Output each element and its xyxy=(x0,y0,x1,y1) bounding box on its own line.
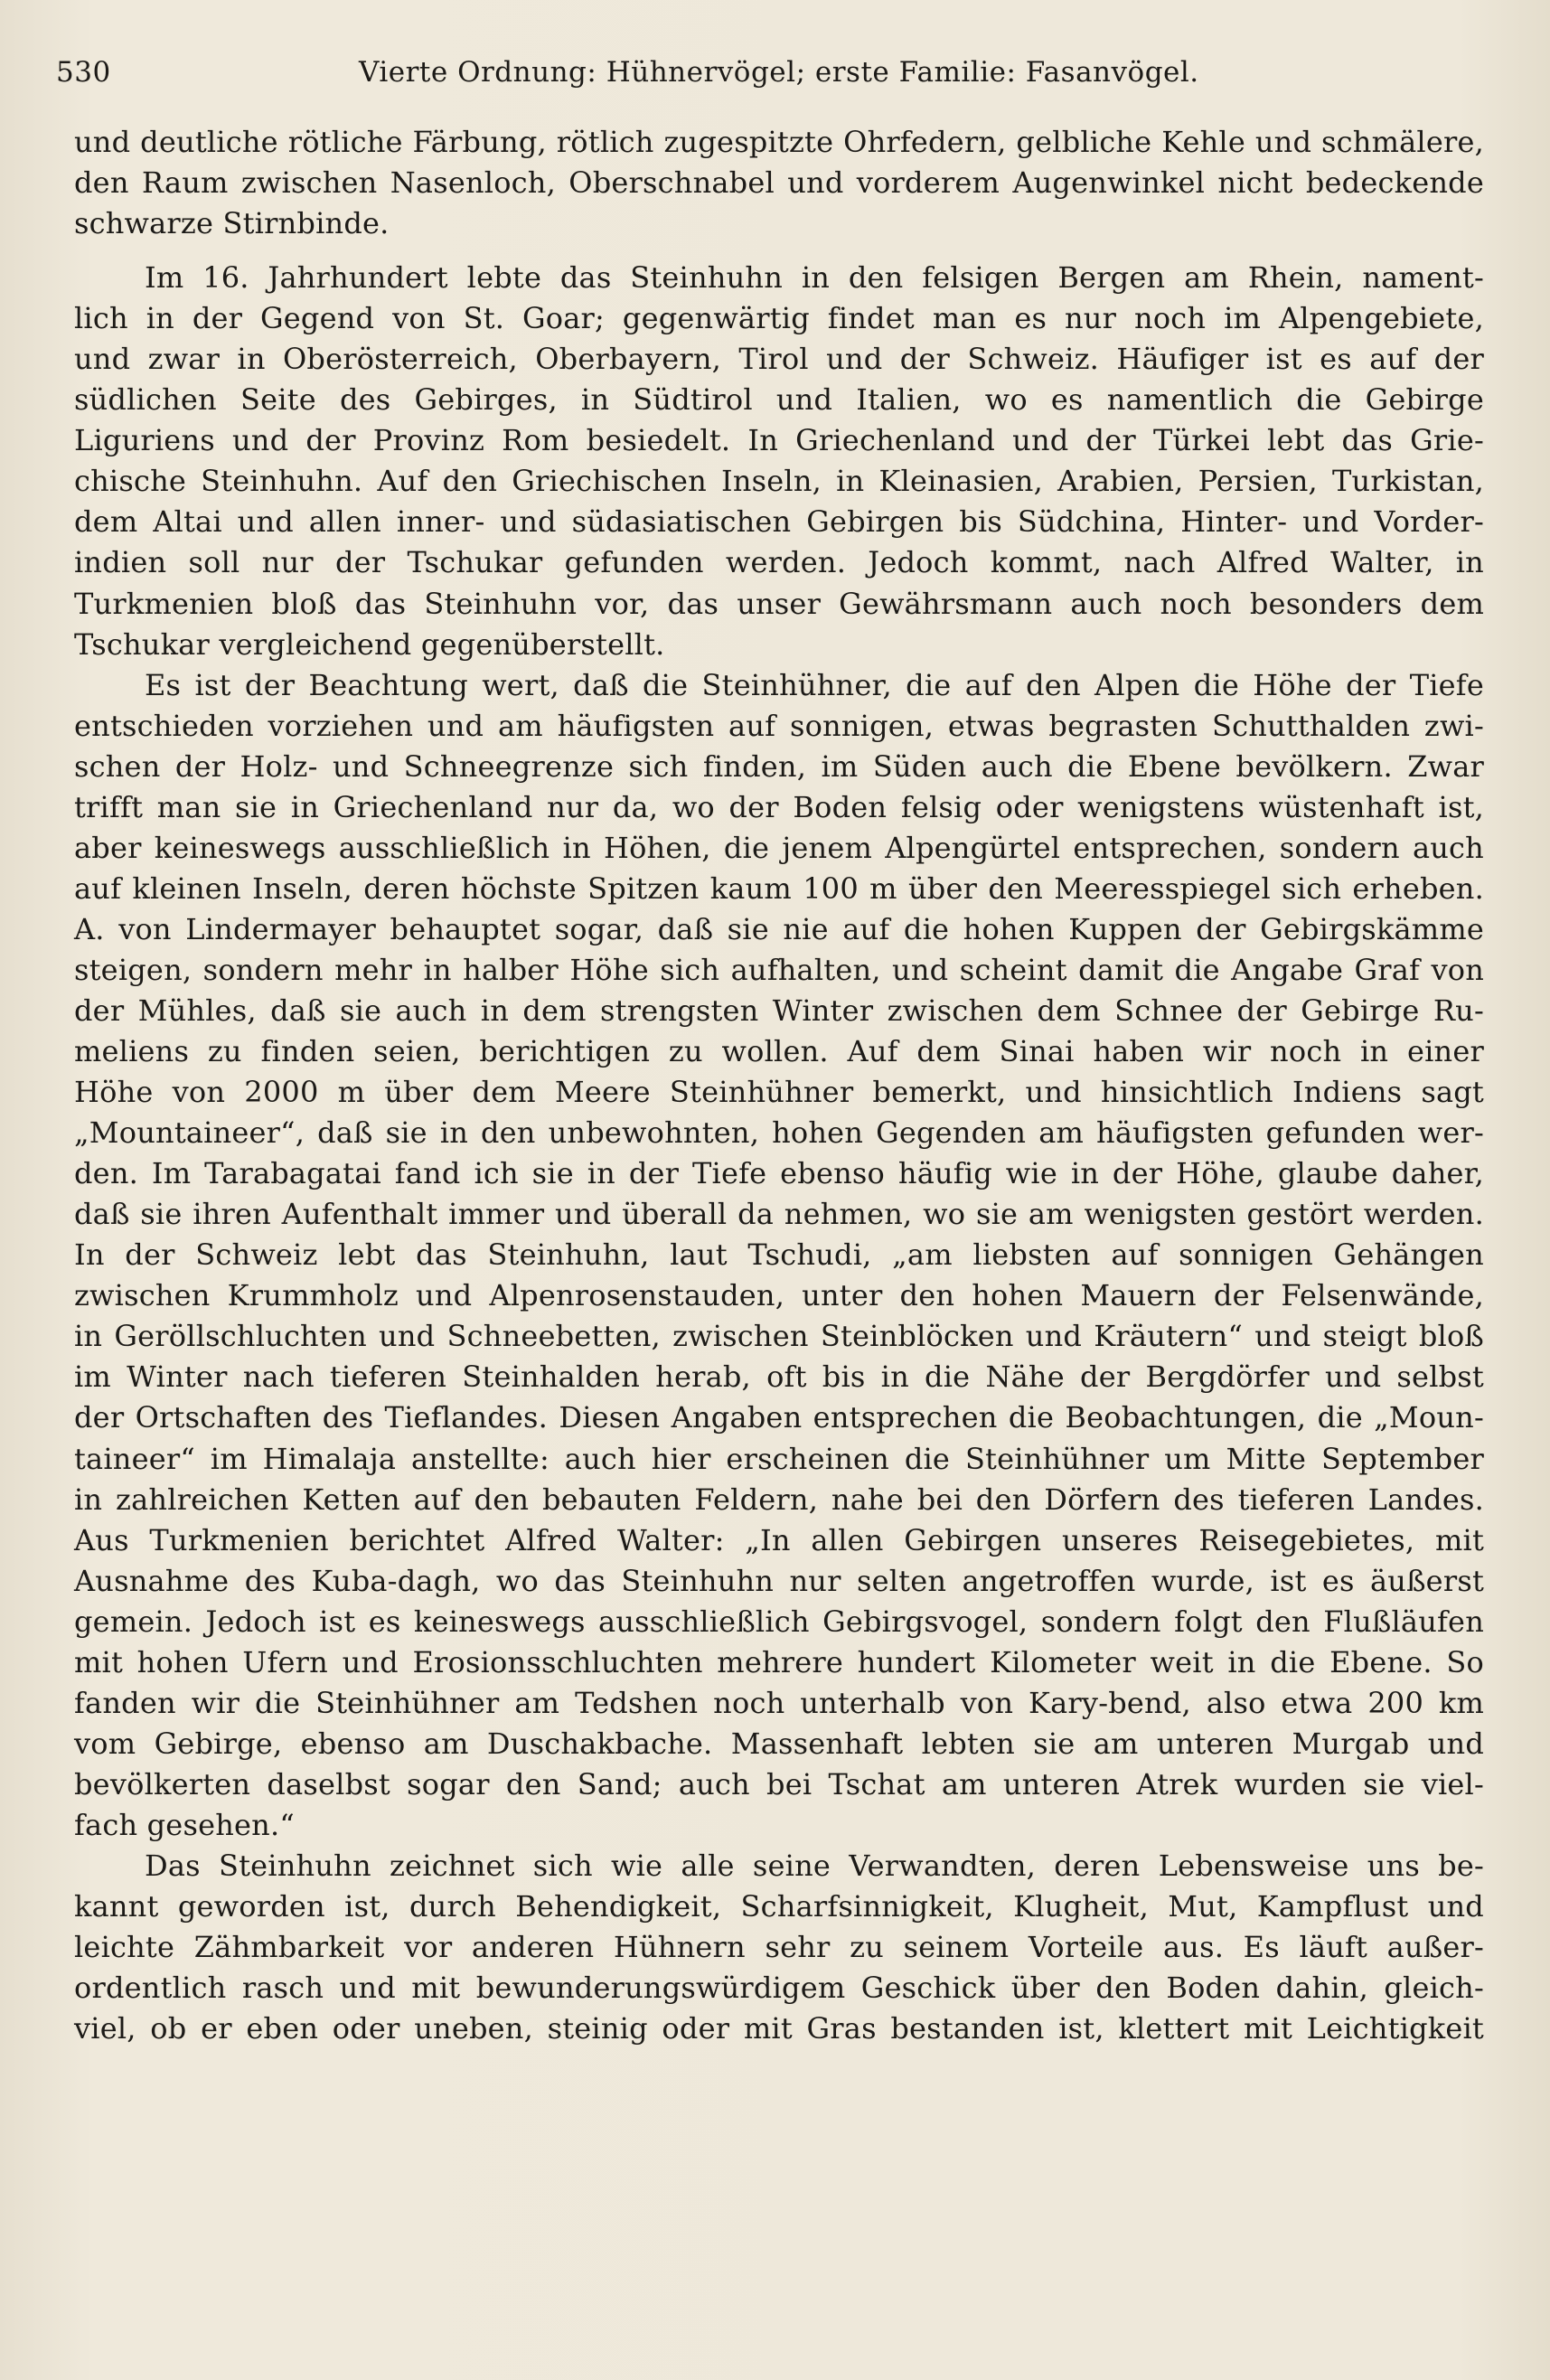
text-line: In der Schweiz lebt das Steinhuhn, laut Tschudi, „am liebsten auf sonnigen Gehängen xyxy=(74,1237,1484,1273)
text-line: „Mountaineer“, daß sie in den unbewohnten, hohen Gegenden am häufigsten gefunden wer- xyxy=(74,1115,1484,1151)
page-number: 530 xyxy=(56,56,111,89)
text-line: daß sie ihren Aufenthalt immer und überall da nehmen, wo sie am wenigsten gestört werden. xyxy=(74,1197,1484,1232)
text-line: zwischen Krummholz und Alpenrosenstauden, unter den hohen Mauern der Felsenwände, xyxy=(74,1278,1484,1313)
text-line: im Winter nach tieferen Steinhalden herab, oft bis in die Nähe der Bergdörfer und selbst xyxy=(74,1359,1484,1395)
text-line: den. Im Tarabagatai fand ich sie in der Tiefe ebenso häufig wie in der Höhe, glaube daher, xyxy=(74,1156,1484,1191)
text-line: A. von Lindermayer behauptet sogar, daß sie nie auf die hohen Kuppen der Gebirgskämme xyxy=(74,911,1484,946)
text-line: und zwar in Oberösterreich, Oberbayern, Tirol und der Schweiz. Häufiger ist es auf der xyxy=(74,342,1484,377)
text-line: auf kleinen Inseln, deren höchste Spitzen kaum 100 m über den Meeresspiegel sich erheben. xyxy=(74,870,1484,906)
text-line: steigen, sondern mehr in halber Höhe sich aufhalten, und scheint damit die Angabe Graf von xyxy=(74,952,1484,987)
paragraph-2 xyxy=(74,258,1484,664)
body-text xyxy=(74,122,1484,2049)
text-line: schwarze Stirnbinde. xyxy=(74,206,390,241)
text-line: Tschukar vergleichend gegenüberstellt. xyxy=(74,626,665,662)
text-line: meliens zu finden seien, berichtigen zu wollen. Auf dem Sinai haben wir noch in einer xyxy=(74,1034,1484,1069)
text-line: südlichen Seite des Gebirges, in Südtirol und Italien, wo es namentlich die Gebirge xyxy=(74,382,1484,418)
text-line: viel, ob er eben oder uneben, steinig oder mit Gras bestanden ist, klettert mit Leichtigkeit xyxy=(74,2011,1484,2046)
text-line: ordentlich rasch und mit bewunderungswürdigem Geschick über den Boden dahin, gleich- xyxy=(74,1971,1484,2006)
text-line: vom Gebirge, ebenso am Duschakbache. Massenhaft lebten sie am unteren Murgab und xyxy=(74,1726,1484,1761)
text-line: Ausnahme des Kuba-dagh, wo das Steinhuhn nur selten angetroffen wurde, ist es äußerst xyxy=(74,1563,1484,1598)
text-line: fanden wir die Steinhühner am Tedshen noch unterhalb von Kary-bend, also etwa 200 km xyxy=(74,1685,1484,1720)
text-line: Es ist der Beachtung wert, daß die Steinhühner, die auf den Alpen die Höhe der Tiefe xyxy=(145,667,1484,702)
running-head: Vierte Ordnung: Hühnervögel; erste Familie: Fasanvögel. xyxy=(359,56,1199,89)
text-line: in Geröllschluchten und Schneebetten, zwischen Steinblöcken und Kräutern“ und steigt bloß xyxy=(74,1319,1484,1354)
text-line: dem Altai und allen inner- und südasiatischen Gebirgen bis Südchina, Hinter- und Vorder- xyxy=(74,504,1484,540)
text-line: lich in der Gegend von St. Goar; gegenwärtig findet man es nur noch im Alpengebiete, xyxy=(74,301,1484,336)
page-header xyxy=(56,45,1475,99)
text-line: Höhe von 2000 m über dem Meere Steinhühner bemerkt, und hinsichtlich Indiens sagt xyxy=(74,1075,1484,1110)
text-line: chische Steinhuhn. Auf den Griechischen Inseln, in Kleinasien, Arabien, Persien, Turkistan, xyxy=(74,464,1484,499)
text-line: indien soll nur der Tschukar gefunden werden. Jedoch kommt, nach Alfred Walter, in xyxy=(74,545,1484,580)
text-line: gemein. Jedoch ist es keineswegs ausschließlich Gebirgsvogel, sondern folgt den Flußläufen xyxy=(74,1604,1484,1639)
text-line: Im 16. Jahrhundert lebte das Steinhuhn in den felsigen Bergen am Rhein, nament- xyxy=(145,260,1484,296)
text-line: taineer“ im Himalaja anstellte: auch hier erscheinen die Steinhühner um Mitte September xyxy=(74,1441,1484,1476)
text-line: kannt geworden ist, durch Behendigkeit, Scharfsinnigkeit, Klugheit, Mut, Kampflust und xyxy=(74,1889,1484,1924)
text-line: Turkmenien bloß das Steinhuhn vor, das unser Gewährsmann auch noch besonders dem xyxy=(74,586,1484,621)
text-line: leichte Zähmbarkeit vor anderen Hühnern sehr zu seinem Vorteile aus. Es läuft außer- xyxy=(74,1930,1484,1965)
text-line: Das Steinhuhn zeichnet sich wie alle seine Verwandten, deren Lebensweise uns be- xyxy=(145,1848,1484,1883)
text-line: und deutliche rötliche Färbung, rötlich zugespitzte Ohrfedern, gelbliche Kehle und schmälere, xyxy=(74,125,1484,159)
text-line: trifft man sie in Griechenland nur da, wo der Boden felsig oder wenigstens wüstenhaft ist, xyxy=(74,789,1484,824)
text-line: fach gesehen.“ xyxy=(74,1807,295,1842)
text-line: der Mühles, daß sie auch in dem strengsten Winter zwischen dem Schnee der Gebirge Ru- xyxy=(74,992,1484,1028)
text-line: Liguriens und der Provinz Rom besiedelt. In Griechenland und der Türkei lebt das Grie- xyxy=(74,423,1484,458)
text-line: aber keineswegs ausschließlich in Höhen, die jenem Alpengürtel entsprechen, sondern auch xyxy=(74,830,1484,865)
text-line: Aus Turkmenien berichtet Alfred Walter: „In allen Gebirgen unseres Reisegebietes, mit xyxy=(74,1522,1484,1557)
paragraph-4 xyxy=(74,1846,1484,2049)
paragraph-1 xyxy=(74,122,1484,244)
paragraph-3 xyxy=(74,665,1484,1846)
text-line: in zahlreichen Ketten auf den bebauten Feldern, nahe bei den Dörfern des tieferen Landes. xyxy=(74,1482,1484,1517)
text-line: entschieden vorziehen und am häufigsten auf sonnigen, etwas begrasten Schutthalden zwi- xyxy=(74,708,1484,743)
text-line: bevölkerten daselbst sogar den Sand; auch bei Tschat am unteren Atrek wurden sie viel- xyxy=(74,1766,1484,1801)
text-line: mit hohen Ufern und Erosionsschluchten mehrere hundert Kilometer weit in die Ebene. So xyxy=(74,1644,1484,1679)
text-line: den Raum zwischen Nasenloch, Oberschnabel und vorderem Augenwinkel nicht bedeckende xyxy=(74,165,1484,201)
text-line: schen der Holz- und Schneegrenze sich finden, im Süden auch die Ebene bevölkern. Zwar xyxy=(74,748,1484,784)
text-line: der Ortschaften des Tieflandes. Diesen Angaben entsprechen die Beobachtungen, die „Moun- xyxy=(74,1400,1484,1435)
